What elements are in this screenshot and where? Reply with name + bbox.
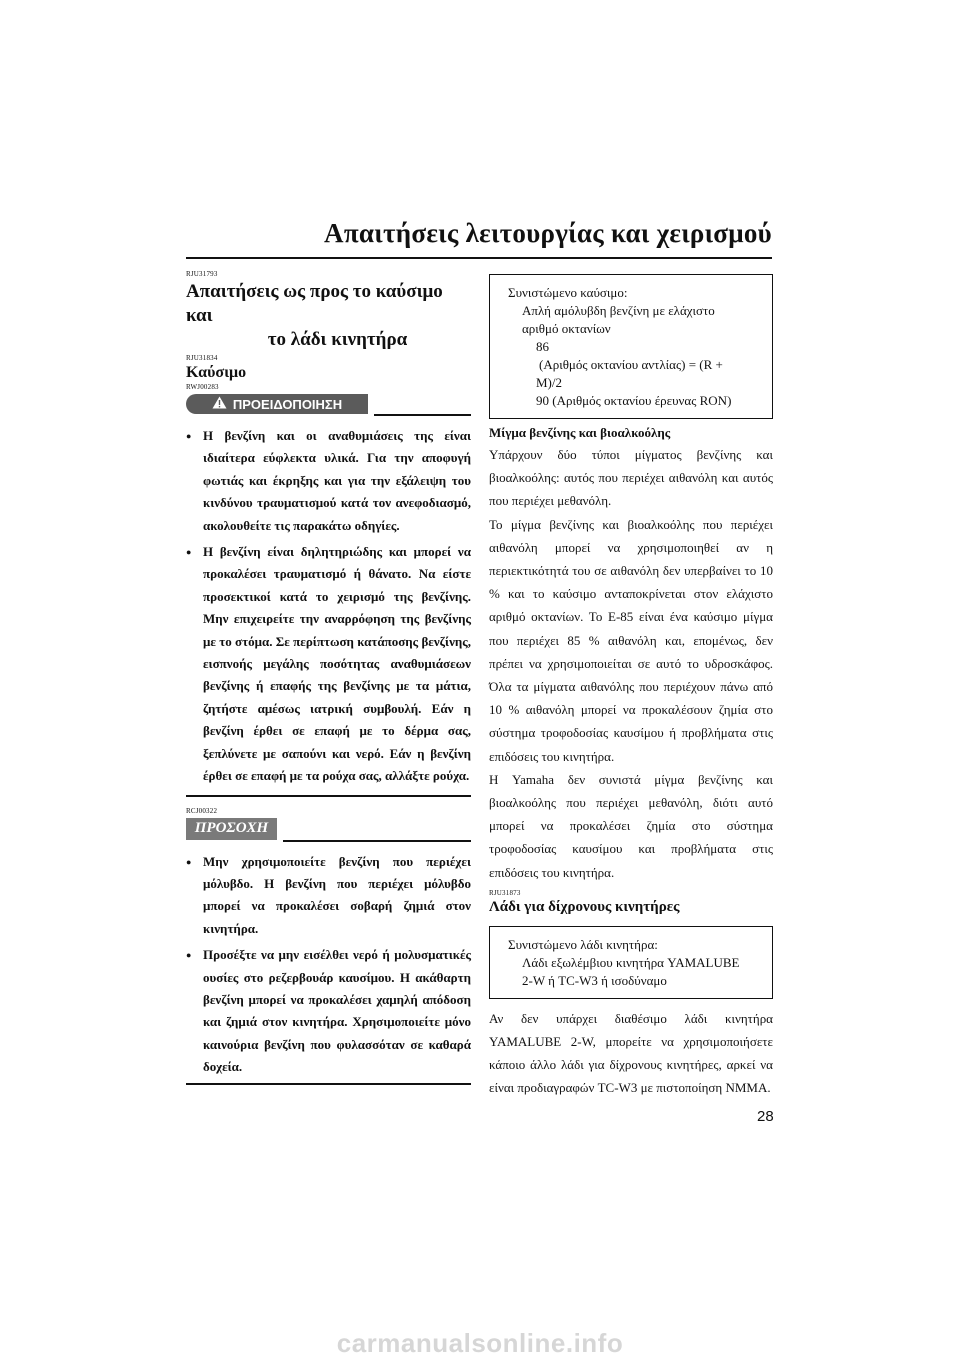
watermark: carmanualsonline.info — [336, 1328, 624, 1358]
caution-header — [186, 818, 471, 842]
section-code: RJU31793 — [186, 270, 218, 278]
warning-triangle-icon — [212, 396, 227, 412]
paragraph: Η Yamaha δεν συνιστά μίγμα βενζίνης και βιοαλκοόλης που περιέχει μεθανόλη, διότι αυτό μπορεί να προκαλέσει ζημία στο σύστημα τροφοδοσίας καυσίμου και προβλήματα στις επιδόσεις του κινητήρα. — [489, 771, 773, 880]
paragraph: Το μίγμα βενζίνης και βιοαλκοόλης που περιέχει αιθανόλη μπορεί να χρησιμοποιηθεί αν η περιεκτικότητά του σε αιθανόλη δεν υπερβαίνει το 10 % και το καύσιμο ανταποκρίνεται στον ελάχιστο αριθμό οκτανίων. Το E-85 είναι ένα καύσιμο μίγμα που περιέχει 85 % αιθανόλη και, επομένως, δεν πρέπει να χρησιμοποιείται σε αυτό το υδροσκάφος. Όλα τα μίγματα αιθανόλης που περιέχουν πάνω από 10 % αιθανόλη μπορεί να προκαλέσουν ζημία στο σύστημα τροφοδοσίας καυσίμου ή προβλήματα στις επιδόσεις του κινητήρα. — [489, 516, 773, 764]
paragraph: Αν δεν υπάρχει διαθέσιμο λάδι κινητήρα YAMALUBE 2-W, μπορείτε να χρησιμοποιήσετε κάποιο άλλο λάδι για δίχρονους κινητήρες, αρκεί να είναι προδιαγραφών TC-W3 με πιστοποίηση NMMA. — [489, 1010, 773, 1096]
warning-list — [186, 425, 471, 788]
subsection-heading-fuel: Καύσιμο — [186, 364, 247, 381]
caution-code: RCJ00322 — [186, 806, 218, 815]
oil-box-line: Λάδι εξωλέμβιου κινητήρα YAMALUBE — [522, 954, 740, 970]
caution-list — [186, 851, 471, 1079]
caution-end-rule — [186, 1083, 471, 1085]
subsection-code: RJU31834 — [186, 354, 218, 362]
oil-section-code: RJU31873 — [489, 888, 521, 897]
subheading-gasohol: Μίγμα βενζίνης και βιοαλκοόλης — [489, 425, 671, 440]
fuel-box-line: αριθμό οκτανίων — [522, 321, 611, 336]
warning-code: RWJ00283 — [186, 383, 219, 391]
recommended-fuel-box — [489, 274, 773, 419]
right-column — [489, 274, 773, 1100]
fuel-box-line: 90 (Αριθμός οκτανίου έρευνας RON) — [536, 393, 732, 408]
warning-rule — [374, 414, 471, 416]
paragraph: Υπάρχουν δύο τύποι μίγματος βενζίνης και βιοαλκοόλης: αυτός που περιέχει αιθανόλη και αυτός που περιέχει μεθανόλη. — [489, 447, 773, 509]
fuel-box-line: Απλή αμόλυβδη βενζίνη με ελάχιστο — [522, 303, 715, 318]
oil-heading: Λάδι για δίχρονους κινητήρες — [489, 898, 680, 915]
fuel-box-line: M)/2 — [536, 375, 562, 390]
list-item: ● Προσέξτε να μην εισέλθει νερό ή μολυσματικές ουσίες στο ρεζερβουάρ καυσίμου. Η ακάθαρτη βενζίνη μπορεί να προκαλέσει χαμηλή απόδοση και ζημιά στον κινητήρα. Χρησιμοποιείτε μόνο καινούρια βενζίνη που φυλασσόταν σε καθαρά δοχεία. — [186, 944, 471, 1078]
warning-end-rule — [186, 795, 471, 797]
left-column — [186, 270, 471, 1085]
oil-box-title: Συνιστώμενο λάδι κινητήρα: — [508, 936, 658, 952]
warning-header — [186, 394, 471, 416]
header-rule — [186, 257, 772, 259]
section-heading — [186, 280, 471, 352]
caution-rule — [283, 840, 471, 842]
caution-badge: ΠΡΟΣΟΧΗ — [186, 818, 277, 840]
list-item: ● Η βενζίνη είναι δηλητηριώδης και μπορεί να προκαλέσει τραυματισμό ή θάνατο. Να είστε προσεκτικοί κατά το χειρισμό της βενζίνης. Μην επιχειρείτε την αναρρόφηση της βενζίνης με το στόμα. Σε περίπτωση κατάποσης βενζίνης, εισπνοής μεγάλης ποσότητας αναθυμιάσεων βενζίνης ή επαφής της βενζίνης με τα μάτια, ζητήστε αμέσως ιατρική συμβουλή. Εάν η βενζίνη έρθει σε επαφή με το δέρμα σας, ξεπλύνετε με σαπούνι και νερό. Εάν η βενζίνη έρθει σε επαφή με τα ρούχα σας, αλλάξτε ρούχα. — [186, 541, 471, 787]
oil-box-line: 2-W ή TC-W3 ή ισοδύναμο — [522, 972, 667, 988]
warning-label: ΠΡΟΕΙΔΟΠΟΙΗΣΗ — [232, 396, 343, 412]
recommended-oil-box — [489, 926, 773, 999]
warning-badge — [186, 394, 368, 414]
list-item: ● Η βενζίνη και οι αναθυμιάσεις της είναι ιδιαίτερα εύφλεκτα υλικά. Για την αποφυγή φωτιάς και έκρηξης και για την εξάλειψη του κινδύνου τραυματισμού κατά τον ανεφοδιασμό, ακολουθείτε τις παρακάτω οδηγίες. — [186, 425, 471, 537]
list-item: ● Μην χρησιμοποιείτε βενζίνη που περιέχει μόλυβδο. Η βενζίνη που περιέχει μόλυβδο μπορεί να προκαλέσει σοβαρή ζημιά στον κινητήρα. — [186, 851, 471, 941]
fuel-box-title: Συνιστώμενο καύσιμο: — [508, 285, 628, 300]
page-number: 28 — [757, 1108, 774, 1125]
fuel-box-line: (Αριθμός οκτανίου αντλίας) = (R + — [539, 357, 723, 372]
section-heading-line1: Απαιτήσεις ως προς το καύσιμο και — [186, 281, 443, 326]
fuel-box-octane: 86 — [536, 339, 549, 354]
page-header-title: Απαιτήσεις λειτουργίας και χειρισμού — [324, 218, 772, 248]
section-heading-line2: το λάδι κινητήρα — [267, 329, 408, 350]
